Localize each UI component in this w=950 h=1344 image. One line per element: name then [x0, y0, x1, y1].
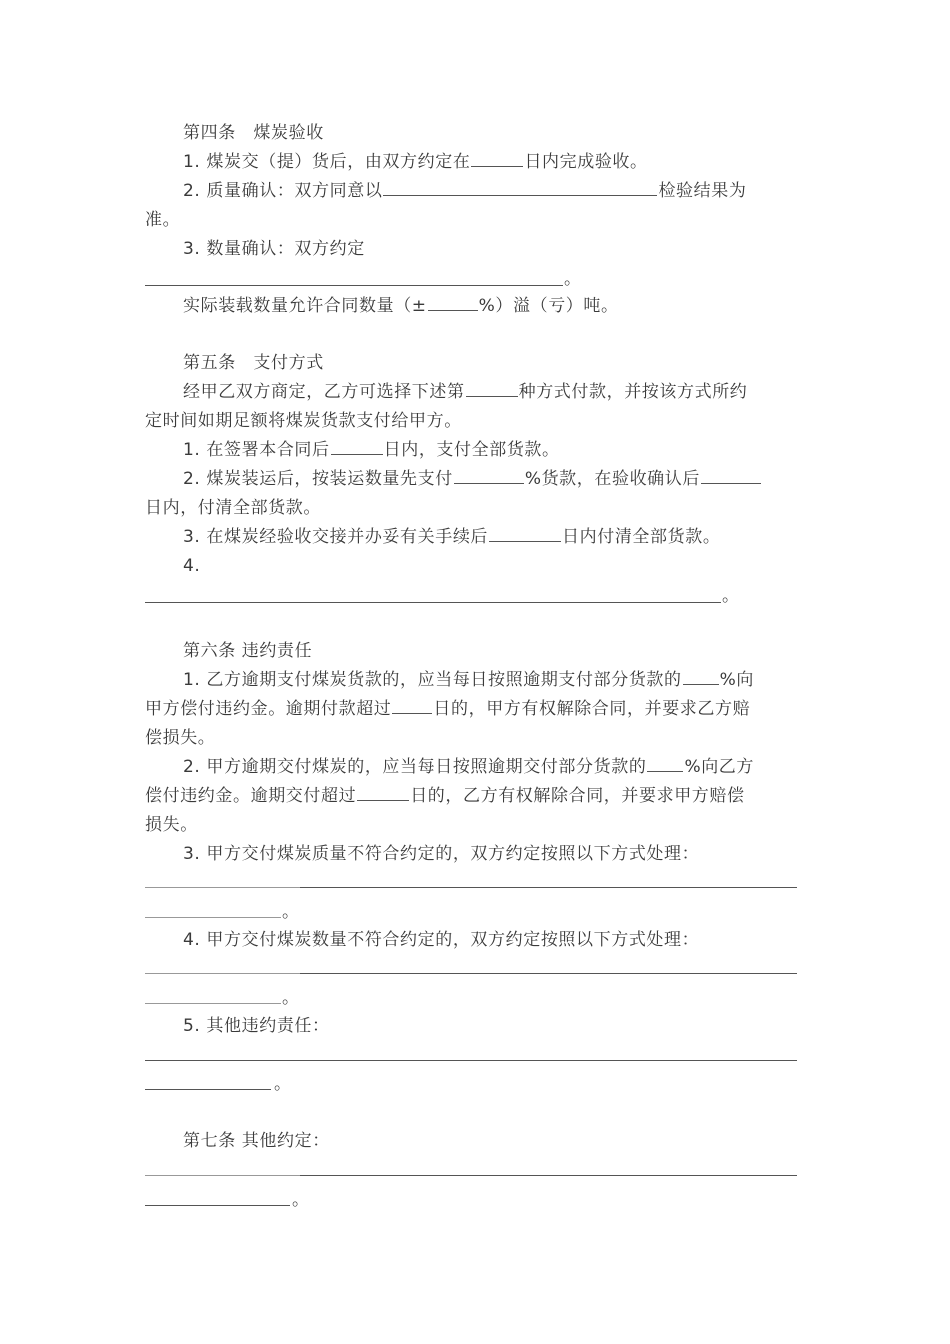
blank-quality-handling-c[interactable] — [145, 917, 281, 918]
article4-tolerance: 实际装载数量允许合同数量（± %）溢（亏）吨。 — [183, 296, 619, 316]
article6-item2: 2. 甲方逾期交付煤炭的，应当每日按照逾期交付部分货款的 %向乙方 — [183, 757, 754, 777]
article6-item3-end: 。 — [282, 902, 300, 922]
blank-quantity-handling-b[interactable] — [300, 973, 797, 974]
blank-advance-percent[interactable] — [454, 469, 524, 484]
article5-item4: 4. — [183, 556, 201, 576]
article6-item1: 1. 乙方逾期支付煤炭货款的，应当每日按照逾期支付部分货款的 %向 — [183, 670, 754, 690]
article7-end: 。 — [292, 1190, 310, 1210]
blank-settlement-days[interactable] — [489, 527, 561, 542]
blank-quality-handling-a[interactable] — [145, 887, 300, 888]
blank-payment-option[interactable] — [466, 382, 518, 397]
article6-item4-end: 。 — [282, 988, 300, 1008]
article5-item3: 3. 在煤炭经验收交接并办妥有关手续后 日内付清全部货款。 — [183, 527, 721, 547]
article6-item5: 5. 其他违约责任： — [183, 1016, 330, 1036]
blank-acceptance-days[interactable] — [471, 152, 523, 167]
article5-title: 第五条 支付方式 — [183, 353, 324, 373]
blank-seller-overdue-days[interactable] — [357, 786, 409, 801]
article6-item1-cont: 甲方偿付违约金。逾期付款超过 日的，甲方有权解除合同，并要求乙方赔 — [145, 699, 751, 719]
article4-title: 第四条 煤炭验收 — [183, 123, 324, 143]
blank-other-payment-method[interactable] — [145, 602, 721, 603]
blank-full-payment-days[interactable] — [331, 440, 383, 455]
article5-item2: 2. 煤炭装运后，按装运数量先支付 %货款，在验收确认后 — [183, 468, 762, 490]
article4-item2-cont: 准。 — [145, 210, 181, 230]
article5-intro: 经甲乙双方商定，乙方可选择下述第 种方式付款，并按该方式所约 — [183, 382, 748, 402]
blank-inspection-agency[interactable] — [383, 181, 657, 196]
article6-item5-end: 。 — [274, 1074, 292, 1094]
blank-quantity-handling-a[interactable] — [145, 973, 300, 974]
blank-tolerance-percent[interactable] — [428, 296, 478, 311]
blank-buyer-overdue-days[interactable] — [392, 699, 432, 714]
article4-item3-end: 。 — [564, 269, 582, 289]
blank-other-terms-a[interactable] — [145, 1175, 300, 1176]
article5-item1: 1. 在签署本合同后 日内，支付全部货款。 — [183, 440, 560, 460]
blank-buyer-penalty-percent[interactable] — [683, 670, 719, 685]
blank-quantity-handling-c[interactable] — [145, 1003, 281, 1004]
blank-balance-days[interactable] — [701, 469, 761, 484]
blank-seller-penalty-percent[interactable] — [647, 757, 683, 772]
blank-quality-handling-b[interactable] — [300, 887, 797, 888]
blank-other-liability-a[interactable] — [145, 1060, 797, 1061]
article4-item2: 2. 质量确认：双方同意以 检验结果为 — [183, 181, 747, 201]
article4-item1: 1. 煤炭交（提）货后，由双方约定在 日内完成验收。 — [183, 152, 648, 172]
article6-item3: 3. 甲方交付煤炭质量不符合约定的，双方约定按照以下方式处理： — [183, 844, 700, 864]
article4-item3: 3. 数量确认：双方约定 — [183, 239, 365, 259]
article6-item1-end: 偿损失。 — [145, 728, 216, 748]
blank-other-liability-b[interactable] — [145, 1089, 271, 1090]
article6-item4: 4. 甲方交付煤炭数量不符合约定的，双方约定按照以下方式处理： — [183, 930, 700, 950]
blank-other-terms-b[interactable] — [300, 1175, 797, 1176]
blank-other-terms-c[interactable] — [145, 1205, 290, 1206]
article5-item2-cont: 日内，付清全部货款。 — [145, 498, 321, 518]
article6-item2-end: 损失。 — [145, 815, 198, 835]
article6-title: 第六条 违约责任 — [183, 641, 313, 661]
article5-item4-end: 。 — [722, 586, 740, 606]
article6-item2-cont: 偿付违约金。逾期交付超过 日的，乙方有权解除合同，并要求甲方赔偿 — [145, 786, 745, 806]
blank-quantity-terms[interactable] — [145, 285, 563, 286]
article7-title: 第七条 其他约定： — [183, 1131, 330, 1151]
article5-intro-cont: 定时间如期足额将煤炭货款支付给甲方。 — [145, 411, 462, 431]
